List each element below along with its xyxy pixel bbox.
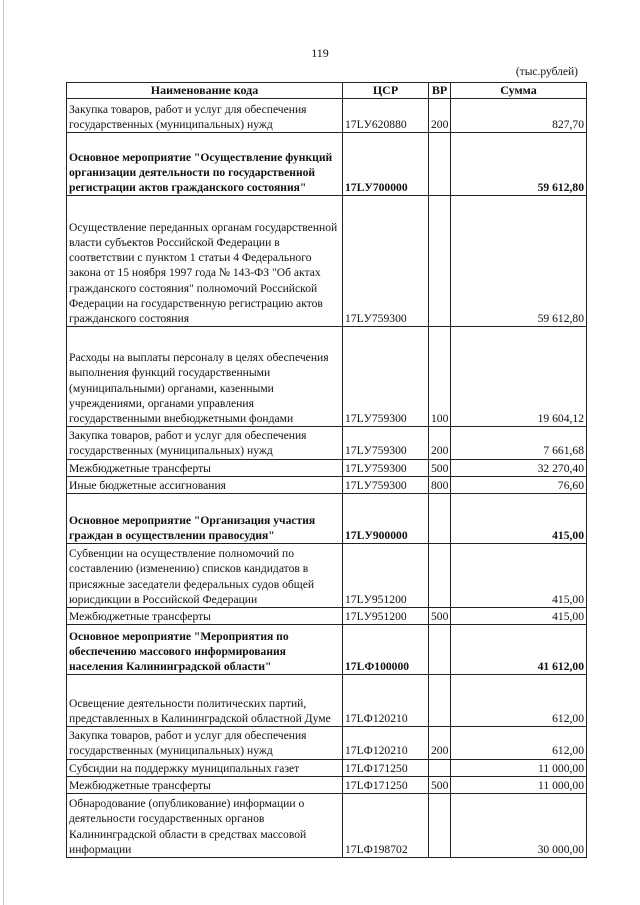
row-vr [429,625,451,675]
row-sum: 415,00 [451,494,587,544]
row-sum: 11 000,00 [451,759,587,776]
row-code: 17LУ759300 [343,196,429,327]
table-row [67,759,587,776]
table-row [67,133,587,196]
table-row [67,196,587,327]
row-code: 17LУ759300 [343,459,429,476]
header-vr: ВР [429,83,451,99]
row-vr: 200 [429,427,451,459]
row-code: 17LУ700000 [343,133,429,196]
row-code: 17LУ620880 [343,99,429,133]
row-name: Межбюджетные трансферты [67,776,343,793]
table-row [67,727,587,759]
row-code: 17LФ100000 [343,625,429,675]
table-header-row [67,83,587,99]
table-row [67,776,587,793]
row-vr [429,494,451,544]
row-vr [429,675,451,727]
row-vr [429,196,451,327]
row-sum: 7 661,68 [451,427,587,459]
budget-table [66,82,587,858]
table-row [67,459,587,476]
page-edge-line [3,0,4,905]
row-vr [429,544,451,608]
header-name: Наименование кода [67,83,343,99]
row-vr: 500 [429,608,451,625]
row-sum: 612,00 [451,675,587,727]
row-code: 17LУ900000 [343,494,429,544]
table-row [67,675,587,727]
row-vr [429,794,451,858]
row-sum: 415,00 [451,544,587,608]
row-sum: 32 270,40 [451,459,587,476]
row-sum: 19 604,12 [451,327,587,427]
row-code: 17LФ171250 [343,759,429,776]
row-name: Межбюджетные трансферты [67,459,343,476]
row-name: Закупка товаров, работ и услуг для обеспечения государственных (муниципальных) нужд [67,99,343,133]
table-row [67,327,587,427]
row-code: 17LУ759300 [343,427,429,459]
row-vr: 800 [429,476,451,493]
row-vr [429,759,451,776]
row-sum: 76,60 [451,476,587,493]
row-vr: 100 [429,327,451,427]
table-row [67,608,587,625]
row-name: Освещение деятельности политических партий, представленных в Калининградской областной Думе [67,675,343,727]
row-name: Расходы на выплаты персоналу в целях обеспечения выполнения функций государственными (муниципальными) органами, казенными учреждениями, органами управления государственными внебюджетными фондами [67,327,343,427]
row-sum: 415,00 [451,608,587,625]
row-sum: 612,00 [451,727,587,759]
row-vr: 500 [429,776,451,793]
row-code: 17LУ759300 [343,476,429,493]
row-name: Закупка товаров, работ и услуг для обеспечения государственных (муниципальных) нужд [67,727,343,759]
table-row [67,99,587,133]
row-code: 17LФ120210 [343,727,429,759]
table-row [67,476,587,493]
row-code: 17LУ759300 [343,327,429,427]
row-code: 17LФ120210 [343,675,429,727]
table-row [67,427,587,459]
row-name: Межбюджетные трансферты [67,608,343,625]
row-sum: 30 000,00 [451,794,587,858]
row-name: Иные бюджетные ассигнования [67,476,343,493]
header-sum: Сумма [451,83,587,99]
row-name: Субсидии на поддержку муниципальных газет [67,759,343,776]
table-row [67,625,587,675]
row-name: Основное мероприятие "Осуществление функций организации деятельности по государственной регистрации актов гражданского состояния" [67,133,343,196]
row-name: Субвенции на осуществление полномочий по составлению (изменению) списков кандидатов в присяжные заседатели федеральных судов общей юрисдикции в Российской Федерации [67,544,343,608]
row-name: Закупка товаров, работ и услуг для обеспечения государственных (муниципальных) нужд [67,427,343,459]
row-name: Осуществление переданных органам государственной власти субъектов Российской Федерации в соответствии с пунктом 1 статьи 4 Федерального закона от 15 ноября 1997 года № 143-ФЗ "Об актах гражданского состояния" полномочий Российской Федерации на государственную регистрацию актов гражданского состояния [67,196,343,327]
table-row [67,494,587,544]
row-sum: 827,70 [451,99,587,133]
units-label: (тыс.рублей) [515,66,578,78]
row-sum: 59 612,80 [451,196,587,327]
row-vr: 500 [429,459,451,476]
table-row [67,544,587,608]
row-vr: 200 [429,99,451,133]
row-name: Основное мероприятие "Организация участия граждан в осуществлении правосудия" [67,494,343,544]
row-code: 17LУ951200 [343,608,429,625]
row-code: 17LУ951200 [343,544,429,608]
row-vr: 200 [429,727,451,759]
header-code: ЦСР [343,83,429,99]
row-sum: 41 612,00 [451,625,587,675]
row-code: 17LФ198702 [343,794,429,858]
row-sum: 11 000,00 [451,776,587,793]
row-name: Обнародование (опубликование) информации о деятельности государственных органов Калининградской области в средствах массовой информации [67,794,343,858]
row-code: 17LФ171250 [343,776,429,793]
row-name: Основное мероприятие "Мероприятия по обеспечению массового информирования населения Калининградской области" [67,625,343,675]
row-sum: 59 612,80 [451,133,587,196]
table-row [67,794,587,858]
page-number: 119 [311,46,329,60]
row-vr [429,133,451,196]
